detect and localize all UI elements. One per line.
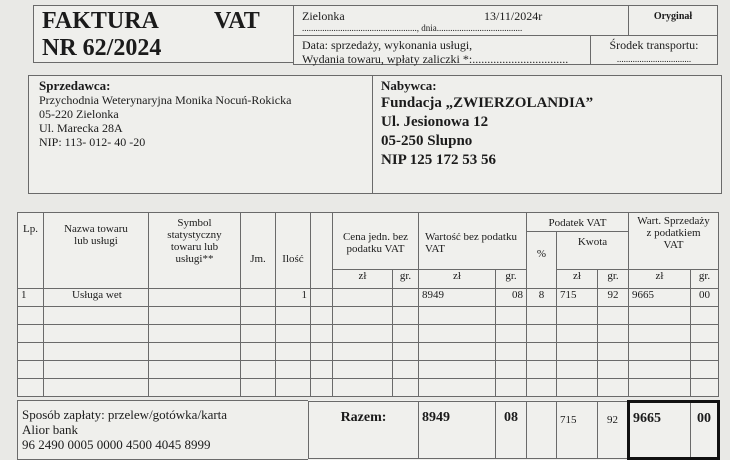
empty-row <box>18 307 719 325</box>
place: Zielonka <box>302 9 345 23</box>
seller-box <box>28 75 373 194</box>
cell-name: Usługa wet <box>44 289 149 307</box>
header-gross: Wart. Sprzedaży z podatkiem VAT <box>629 213 719 270</box>
empty-cell <box>276 379 311 397</box>
empty-cell <box>557 379 598 397</box>
cell-price-zl <box>333 289 393 307</box>
copy-box <box>628 5 718 36</box>
empty-cell <box>691 325 719 343</box>
empty-cell <box>241 361 276 379</box>
total-vat-gr: 92 <box>598 402 629 459</box>
empty-cell <box>527 361 557 379</box>
total-vat-zl: 715 <box>557 402 598 459</box>
empty-cell <box>311 343 333 361</box>
empty-cell <box>557 325 598 343</box>
empty-cell <box>393 307 419 325</box>
empty-cell <box>276 361 311 379</box>
seller-line: Ul. Marecka 28A <box>39 121 123 135</box>
issue-date: 13/11/2024r <box>484 9 543 23</box>
empty-cell <box>691 361 719 379</box>
empty-cell <box>241 379 276 397</box>
empty-row <box>18 361 719 379</box>
empty-cell <box>18 307 44 325</box>
cell-vat-zl: 715 <box>557 289 598 307</box>
payment-box <box>17 400 309 460</box>
empty-cell <box>629 361 691 379</box>
header-gr: gr. <box>691 270 719 289</box>
cell-net-gr: 08 <box>496 289 527 307</box>
empty-cell <box>393 343 419 361</box>
empty-cell <box>149 325 241 343</box>
empty-cell <box>527 343 557 361</box>
header-net: Wartość bez podatku VAT <box>419 213 527 270</box>
empty-cell <box>598 325 629 343</box>
total-gross-zl: 9665 <box>629 402 691 459</box>
invoice-vat: VAT <box>214 8 260 34</box>
empty-cell <box>629 325 691 343</box>
empty-cell <box>44 361 149 379</box>
cell-vat-gr: 92 <box>598 289 629 307</box>
total-gross-gr: 00 <box>691 402 719 459</box>
header-vat-amount: Kwota <box>557 232 629 270</box>
buyer-line: 05-250 Slupno <box>381 133 473 149</box>
empty-cell <box>241 325 276 343</box>
empty-cell <box>18 325 44 343</box>
buyer-line: NIP 125 172 53 56 <box>381 152 497 168</box>
empty-cell <box>496 379 527 397</box>
total-label: Razem: <box>309 402 419 459</box>
empty-cell <box>44 307 149 325</box>
empty-cell <box>44 379 149 397</box>
empty-cell <box>419 379 496 397</box>
cell-price-gr <box>393 289 419 307</box>
empty-row <box>18 325 719 343</box>
header-name: Nazwa towaru lub usługi <box>44 213 149 289</box>
empty-cell <box>393 361 419 379</box>
buyer-line: Fundacja „ZWIERZOLANDIA” <box>381 95 594 111</box>
header-gr: gr. <box>393 270 419 289</box>
empty-cell <box>311 361 333 379</box>
empty-cell <box>333 361 393 379</box>
empty-cell <box>276 307 311 325</box>
header-zl: zł <box>629 270 691 289</box>
seller-label: Sprzedawca: <box>39 78 111 93</box>
invoice-number: NR 62/2024 <box>42 35 162 61</box>
empty-cell <box>419 307 496 325</box>
header-vat-pct: % <box>527 232 557 289</box>
empty-cell <box>557 343 598 361</box>
seller-line: 05-220 Zielonka <box>39 107 119 121</box>
cell-qty: 1 <box>276 289 311 307</box>
empty-cell <box>598 361 629 379</box>
header-price: Cena jedn. bez podatku VAT <box>333 213 419 270</box>
cell-gross-zl: 9665 <box>629 289 691 307</box>
empty-cell <box>598 379 629 397</box>
place-date-box <box>293 5 629 36</box>
empty-cell <box>691 307 719 325</box>
header-zl: zł <box>333 270 393 289</box>
cell-unit <box>241 289 276 307</box>
empty-cell <box>276 325 311 343</box>
empty-cell <box>44 325 149 343</box>
header-lp: Lp. <box>18 213 44 289</box>
empty-cell <box>18 361 44 379</box>
empty-cell <box>496 325 527 343</box>
sale-date-box <box>293 35 591 65</box>
empty-cell <box>598 343 629 361</box>
empty-cell <box>333 343 393 361</box>
header-zl: zł <box>557 270 598 289</box>
empty-cell <box>496 343 527 361</box>
buyer-line: Ul. Jesionowa 12 <box>381 114 489 130</box>
empty-row <box>18 379 719 397</box>
empty-cell <box>18 343 44 361</box>
totals-table <box>308 400 720 460</box>
empty-cell <box>557 361 598 379</box>
empty-cell <box>333 307 393 325</box>
empty-cell <box>149 343 241 361</box>
empty-cell <box>149 307 241 325</box>
empty-cell <box>691 379 719 397</box>
total-net-zl: 8949 <box>419 402 496 459</box>
empty-cell <box>629 379 691 397</box>
header-gr: gr. <box>496 270 527 289</box>
header-qty: Ilość <box>276 213 311 289</box>
empty-cell <box>276 343 311 361</box>
total-net-gr: 08 <box>496 402 527 459</box>
header-unit: Jm. <box>241 213 276 289</box>
transport-label: Środek transportu: <box>609 38 699 52</box>
buyer-box <box>372 75 722 194</box>
empty-cell <box>557 307 598 325</box>
buyer-label: Nabywca: <box>381 78 437 93</box>
empty-cell <box>419 325 496 343</box>
cell-lp: 1 <box>18 289 44 307</box>
header-zl: zł <box>419 270 496 289</box>
empty-cell <box>333 325 393 343</box>
transport-dots: ................................. <box>616 54 692 64</box>
empty-row <box>18 343 719 361</box>
bank-name: Alior bank <box>22 422 78 437</box>
seller-line: NIP: 113- 012- 40 -20 <box>39 135 146 149</box>
empty-cell <box>527 325 557 343</box>
transport-box <box>590 35 718 65</box>
empty-cell <box>629 307 691 325</box>
empty-cell <box>527 379 557 397</box>
empty-cell <box>691 343 719 361</box>
empty-cell <box>44 343 149 361</box>
invoice-title: FAKTURA <box>42 8 159 34</box>
empty-cell <box>419 343 496 361</box>
empty-cell <box>598 307 629 325</box>
invoice-title-box <box>33 5 294 63</box>
date-dots: ..................................................., dnia...................................... <box>302 23 523 33</box>
empty-cell <box>311 379 333 397</box>
empty-cell <box>311 307 333 325</box>
cell-symbol <box>149 289 241 307</box>
bank-account: 96 2490 0005 0000 4500 4045 8999 <box>22 437 211 452</box>
empty-cell <box>241 343 276 361</box>
empty-cell <box>629 343 691 361</box>
seller-line: Przychodnia Weterynaryjna Monika Nocuń-Rokicka <box>39 93 292 107</box>
empty-cell <box>393 325 419 343</box>
empty-cell <box>18 379 44 397</box>
empty-cell <box>149 361 241 379</box>
empty-cell <box>393 379 419 397</box>
cell-blank <box>311 289 333 307</box>
empty-cell <box>311 325 333 343</box>
sale-date-line1: Data: sprzedaży, wykonania usługi, <box>302 38 473 52</box>
empty-cell <box>496 307 527 325</box>
header-gr: gr. <box>598 270 629 289</box>
empty-cell <box>333 379 393 397</box>
empty-cell <box>149 379 241 397</box>
empty-cell <box>527 307 557 325</box>
cell-net-zl: 8949 <box>419 289 496 307</box>
empty-cell <box>419 361 496 379</box>
empty-cell <box>496 361 527 379</box>
header-symbol: Symbol statystyczny towaru lub usługi** <box>149 213 241 289</box>
payment-method: Sposób zapłaty: przelew/gotówka/karta <box>22 407 228 422</box>
sale-date-line2: Wydania towaru, wpłaty zaliczki *:................................ <box>302 52 569 66</box>
cell-vat-pct: 8 <box>527 289 557 307</box>
items-table <box>17 212 719 397</box>
copy-label: Oryginał <box>653 11 693 22</box>
table-row <box>18 289 719 307</box>
header-vat: Podatek VAT <box>527 213 629 232</box>
cell-gross-gr: 00 <box>691 289 719 307</box>
empty-cell <box>241 307 276 325</box>
